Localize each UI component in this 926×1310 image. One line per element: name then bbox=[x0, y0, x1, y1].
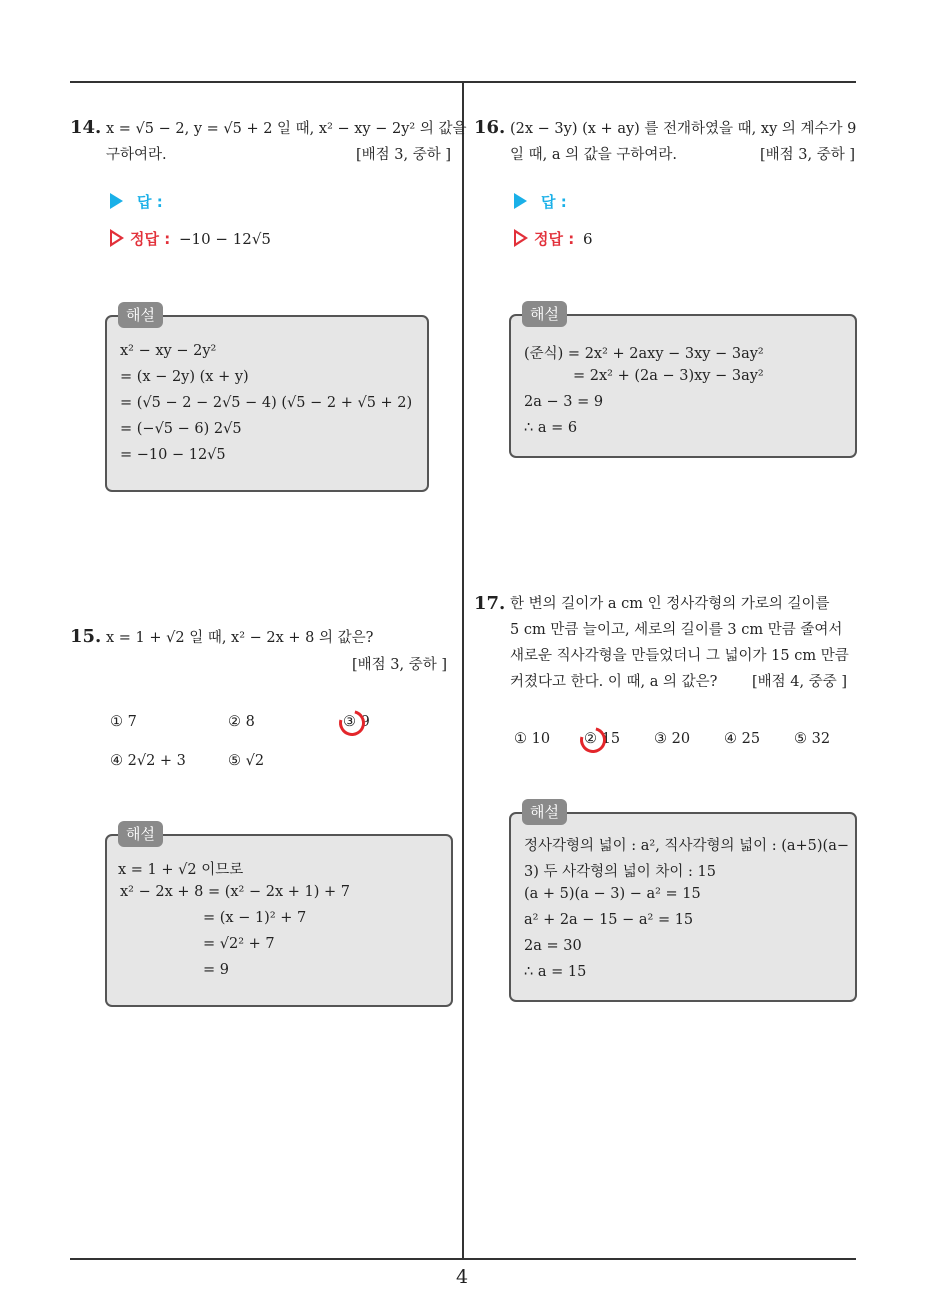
answer-row bbox=[110, 191, 163, 212]
question-number: 17. bbox=[474, 593, 506, 614]
question-text-line1: (2x − 3y) (x + ay) 를 전개하였을 때, xy 의 계수가 9 bbox=[510, 121, 857, 137]
play-icon bbox=[514, 193, 527, 209]
play-icon bbox=[110, 193, 123, 209]
correct-value: −10 − 12√5 bbox=[178, 230, 271, 248]
solution-line: = √2² + 7 bbox=[203, 936, 275, 952]
choice-1[interactable]: ① 7 bbox=[110, 714, 137, 730]
solution-line: = −10 − 12√5 bbox=[120, 447, 226, 463]
question-text-line2: 5 cm 만큼 늘이고, 세로의 길이를 3 cm 만큼 줄여서 bbox=[510, 622, 843, 638]
question-text-line1: 한 변의 길이가 a cm 인 정사각형의 가로의 길이를 bbox=[510, 596, 830, 612]
selected-mark-icon bbox=[334, 705, 370, 741]
solution-line: x = 1 + √2 이므로 bbox=[118, 862, 244, 878]
question-text-line2: 구하여라. bbox=[106, 147, 167, 163]
question-text-line4: 커졌다고 한다. 이 때, a 의 값은? bbox=[510, 674, 718, 690]
choice-5[interactable]: ⑤ √2 bbox=[228, 753, 265, 769]
question-text-line1: x = 1 + √2 일 때, x² − 2x + 8 의 값은? bbox=[106, 630, 374, 646]
choice-1[interactable]: ① 10 bbox=[514, 731, 551, 747]
answer-row bbox=[514, 191, 567, 212]
solution-tag: 해설 bbox=[522, 799, 567, 825]
solution-line: = (x − 1)² + 7 bbox=[203, 910, 307, 926]
points-difficulty: [배점 3, 중하 ] bbox=[760, 147, 856, 163]
correct-value: 6 bbox=[582, 230, 593, 248]
choice-4[interactable]: ④ 2√2 + 3 bbox=[110, 753, 186, 769]
solution-line: x² − xy − 2y² bbox=[120, 343, 217, 359]
solution-line: 3) 두 사각형의 넓이 차이 : 15 bbox=[524, 864, 716, 880]
correct-label: 정답 : bbox=[534, 230, 575, 248]
solution-line: 2a − 3 = 9 bbox=[524, 394, 604, 410]
solution-box bbox=[105, 315, 429, 492]
selected-mark-icon bbox=[575, 722, 611, 758]
bottom-rule bbox=[70, 1258, 856, 1260]
solution-line: ∴ a = 6 bbox=[524, 420, 578, 436]
solution-line: x² − 2x + 8 = (x² − 2x + 1) + 7 bbox=[120, 884, 350, 900]
solution-line: = (x − 2y) (x + y) bbox=[120, 369, 249, 385]
solution-line: = (√5 − 2 − 2√5 − 4) (√5 − 2 + √5 + 2) bbox=[120, 395, 413, 411]
choice-4[interactable]: ④ 25 bbox=[724, 731, 761, 747]
outline-play-icon bbox=[514, 229, 528, 247]
solution-line: ∴ a = 15 bbox=[524, 964, 587, 980]
correct-answer-row bbox=[110, 228, 271, 249]
question-number: 14. bbox=[70, 117, 102, 138]
solution-line: (a + 5)(a − 3) − a² = 15 bbox=[524, 886, 701, 902]
points-difficulty: [배점 3, 중하 ] bbox=[352, 657, 448, 673]
question-text-line1: x = √5 − 2, y = √5 + 2 일 때, x² − xy − 2y² 의 값을 bbox=[106, 121, 467, 137]
question-text-line3: 새로운 직사각형을 만들었더니 그 넓이가 15 cm 만큼 bbox=[510, 648, 849, 664]
answer-label: 답 : bbox=[137, 193, 163, 211]
solution-line: = 2x² + (2a − 3)xy − 3ay² bbox=[573, 368, 764, 384]
solution-box bbox=[105, 834, 453, 1007]
correct-label: 정답 : bbox=[130, 230, 171, 248]
answer-label: 답 : bbox=[541, 193, 567, 211]
solution-box bbox=[509, 812, 857, 1002]
outline-play-icon bbox=[110, 229, 124, 247]
points-difficulty: [배점 4, 중중 ] bbox=[752, 674, 848, 690]
solution-line: (준식) = 2x² + 2axy − 3xy − 3ay² bbox=[524, 346, 764, 362]
column-divider bbox=[462, 82, 464, 1260]
question-number: 16. bbox=[474, 117, 506, 138]
solution-line: = (−√5 − 6) 2√5 bbox=[120, 421, 242, 437]
question-number: 15. bbox=[70, 626, 102, 647]
choice-3[interactable]: ③ 20 bbox=[654, 731, 691, 747]
choice-3[interactable]: ③ 9 bbox=[343, 714, 370, 730]
correct-answer-row bbox=[514, 228, 593, 249]
choice-5[interactable]: ⑤ 32 bbox=[794, 731, 831, 747]
choice-2[interactable]: ② 15 bbox=[584, 731, 621, 747]
solution-line: = 9 bbox=[203, 962, 229, 978]
question-text-line2: 일 때, a 의 값을 구하여라. bbox=[510, 147, 677, 163]
solution-tag: 해설 bbox=[522, 301, 567, 327]
solution-tag: 해설 bbox=[118, 821, 163, 847]
points-difficulty: [배점 3, 중하 ] bbox=[356, 147, 452, 163]
solution-line: a² + 2a − 15 − a² = 15 bbox=[524, 912, 694, 928]
solution-box bbox=[509, 314, 857, 458]
solution-line: 정사각형의 넓이 : a², 직사각형의 넓이 : (a+5)(a− bbox=[524, 838, 849, 854]
page-number: 4 bbox=[456, 1266, 469, 1288]
solution-line: 2a = 30 bbox=[524, 938, 582, 954]
choice-2[interactable]: ② 8 bbox=[228, 714, 255, 730]
solution-tag: 해설 bbox=[118, 302, 163, 328]
